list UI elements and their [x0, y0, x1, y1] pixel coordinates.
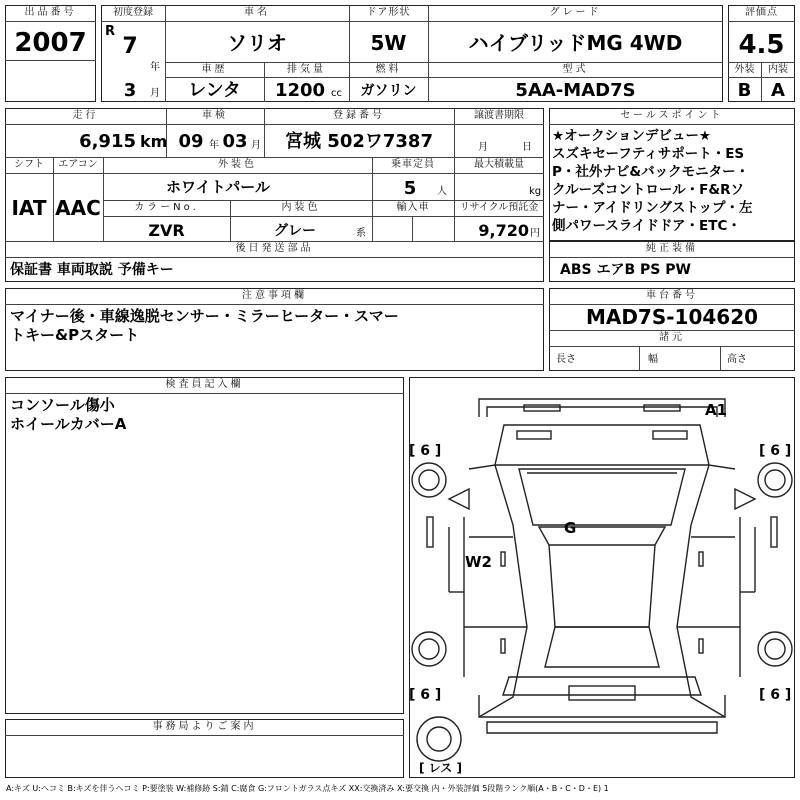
- office-label: 事務局よりご案内: [152, 721, 257, 732]
- interior-color: グレー: [274, 223, 316, 239]
- equipment-label: 純正装備: [646, 243, 698, 254]
- interior-label: 内装: [768, 64, 788, 75]
- equipment: ABS エアB PS PW: [560, 262, 691, 278]
- kei-unit: 系: [356, 228, 366, 239]
- inspector-notes: コンソール傷小 ホイールカバーA: [10, 396, 127, 433]
- dimensions-label: 諸元: [659, 332, 685, 343]
- fuel-label: 燃料: [375, 64, 402, 75]
- int-color-label: 内装色: [281, 202, 321, 213]
- width-label: 幅: [648, 354, 658, 365]
- model-label: 型式: [562, 64, 589, 75]
- exterior-label: 外装: [734, 64, 755, 75]
- first-reg-label: 初度登録: [113, 7, 153, 18]
- tire-rear-left: [ 6 ]: [409, 687, 442, 703]
- recycle-fee: 9,720: [478, 221, 529, 240]
- score: 4.5: [738, 30, 785, 60]
- sale-points: ★オークションデビュー★ スズキセーフティサポート・ES P・社外ナビ&バックモニター・ クルーズコントロール・F&Rソ ナー・アイドリングストップ・左 側パワースライドドア・ETC・: [552, 128, 753, 234]
- interior-grade: A: [771, 80, 785, 101]
- inspector-label: 検査員記入欄: [165, 379, 244, 390]
- import-label: 輸入車: [396, 202, 430, 213]
- displacement: 1200: [274, 80, 326, 101]
- score-label: 評価点: [745, 7, 778, 18]
- insp-year: 09: [178, 131, 204, 152]
- shift-label: シフト: [14, 159, 44, 170]
- aircon: AAC: [55, 196, 101, 220]
- month-unit: 月: [150, 88, 160, 99]
- yen-unit: 円: [530, 228, 540, 239]
- accessories-label: 後日発送部品: [235, 243, 314, 254]
- insp-month-unit: 月: [251, 140, 261, 151]
- tire-front-right: [ 6 ]: [759, 443, 792, 459]
- model: 5AA-MAD7S: [515, 80, 636, 101]
- registration-number: 宮城 502ワ7387: [285, 131, 433, 152]
- aircon-label: エアコン: [58, 159, 98, 170]
- insp-year-unit: 年: [209, 140, 219, 151]
- insp-month: 03: [222, 131, 248, 152]
- lot-number-label: 出品番号: [24, 7, 77, 18]
- transfer-month-unit: 月: [478, 142, 488, 153]
- era: R: [105, 24, 116, 39]
- capacity-label: 乗車定員: [391, 159, 435, 170]
- inspection-label: 車検: [202, 110, 228, 121]
- grade-label: グレード: [549, 7, 602, 18]
- person-unit: 人: [437, 186, 447, 197]
- car-name: ソリオ: [227, 31, 287, 55]
- spare-tire: [ レス ]: [419, 761, 462, 775]
- length-label: 長さ: [556, 354, 576, 365]
- notes-label: 注意事項欄: [242, 290, 307, 301]
- mark-g: G: [564, 519, 577, 537]
- accessories: 保証書 車両取説 予備キー: [10, 262, 174, 278]
- fuel: ガソリン: [360, 83, 417, 99]
- door-type: 5W: [370, 31, 407, 55]
- exterior-color: ホワイトパール: [166, 178, 270, 196]
- mileage-label: 走行: [72, 110, 99, 121]
- tire-front-left: [ 6 ]: [409, 443, 442, 459]
- notes: マイナー後・車線逸脱センサー・ミラーヒーター・スマー トキー&Pスタート: [10, 307, 399, 344]
- mark-w2: W2: [465, 553, 492, 571]
- car-name-label: 車名: [244, 7, 270, 18]
- car-diagram: [409, 377, 795, 778]
- capacity: 5: [403, 178, 417, 199]
- recycle-label: リサイクル預託金: [459, 202, 539, 213]
- history: レンタ: [188, 80, 241, 101]
- cc-unit: cc: [331, 88, 342, 99]
- lot-number: 2007: [14, 28, 87, 58]
- ext-color-label: 外装色: [218, 159, 257, 170]
- legend: A:キズ U:ヘコミ B:キズを伴うヘコミ P:要塗装 W:補修跡 S:錆 C:腐食 G:フロントガラス点キズ XX:交換済み X:要交換 内・外装評価 5段階ランク順(A・B・C・D・E) 1: [6, 784, 609, 793]
- tire-rear-right: [ 6 ]: [759, 687, 792, 703]
- color-no-label: カラーNo.: [134, 202, 199, 213]
- km-unit: km: [140, 132, 168, 151]
- reg-year: 7: [122, 34, 138, 59]
- mileage: 6,915: [79, 131, 136, 152]
- sale-points-label: セールスポイント: [620, 110, 724, 121]
- displacement-label: 排気量: [287, 64, 326, 75]
- history-label: 車歴: [201, 64, 228, 75]
- max-load-label: 最大積載量: [474, 159, 524, 170]
- chassis-number: MAD7S-104620: [585, 305, 759, 329]
- color-number: ZVR: [148, 221, 185, 240]
- year-unit: 年: [150, 62, 160, 73]
- kg-unit: kg: [529, 186, 542, 197]
- chassis-label: 車台番号: [646, 290, 698, 301]
- reg-month: 3: [123, 80, 137, 101]
- exterior-grade: B: [737, 80, 752, 101]
- transfer-doc-label: 譲渡書期限: [474, 110, 524, 121]
- reg-no-label: 登録番号: [333, 110, 385, 121]
- mark-a1: A1: [705, 401, 728, 419]
- grade: ハイブリッドMG 4WD: [468, 31, 683, 55]
- transfer-day-unit: 日: [522, 142, 532, 153]
- height-label: 高さ: [727, 354, 747, 365]
- shift: IAT: [11, 196, 47, 220]
- door-label: ドア形状: [366, 7, 411, 18]
